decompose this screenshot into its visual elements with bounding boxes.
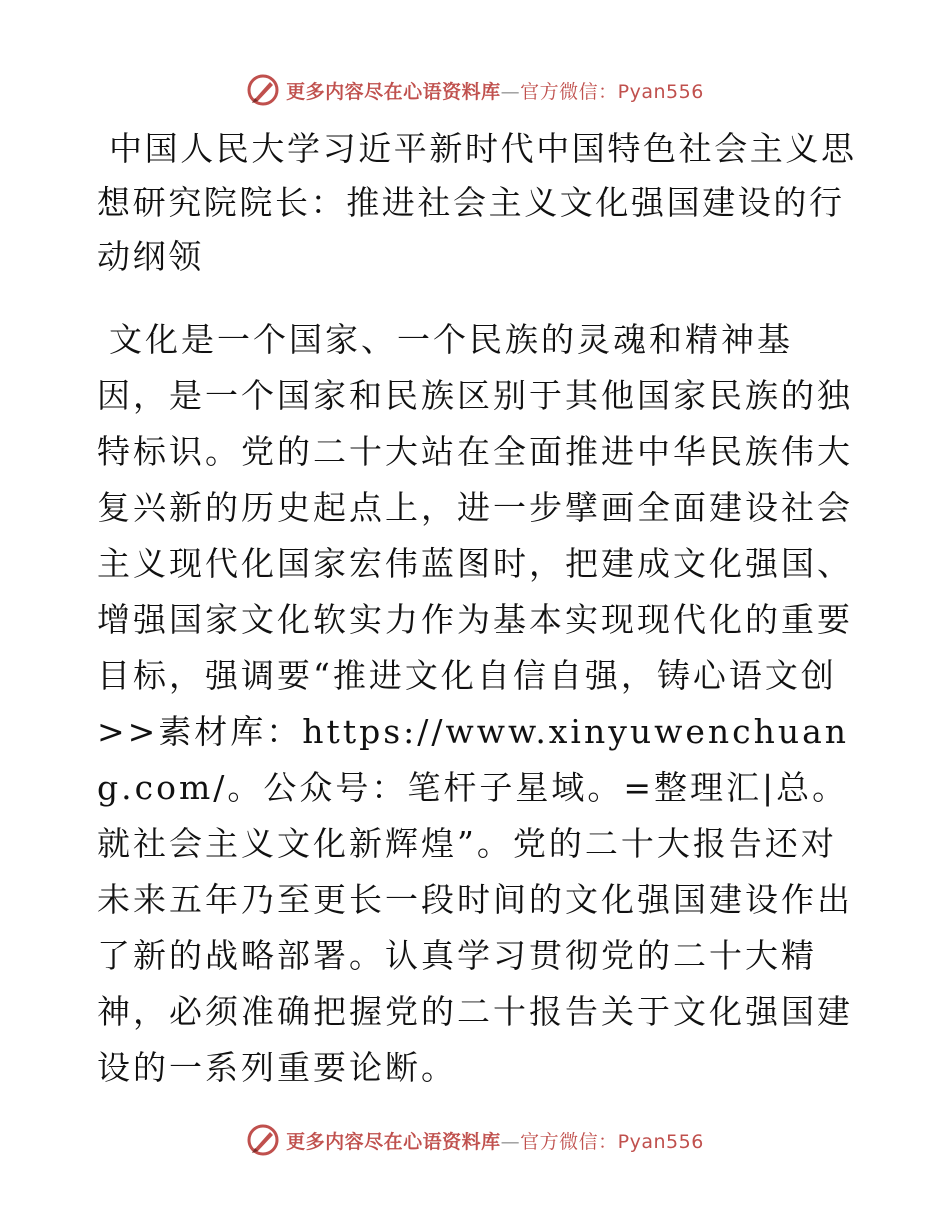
watermark-main: 更多内容尽在心语资料库 (286, 1130, 501, 1153)
watermark-wechat: 官方微信：Pyan556 (520, 1130, 704, 1153)
quill-logo-icon (246, 1123, 280, 1157)
watermark-separator: — (500, 80, 521, 103)
header-watermark (0, 70, 950, 110)
watermark-main: 更多内容尽在心语资料库 (286, 80, 501, 103)
document-body: 文化是一个国家、一个民族的灵魂和精神基因，是一个国家和民族区别于其他国家民族的独特标识。党的二十大站在全面推进中华民族伟大复兴新的历史起点上，进一步擘画全面建设社会主义现代化国家宏伟蓝图时，把建成文化强国、增强国家文化软实力作为基本实现现代化的重要目标，强调要“推进文化自信自强，铸心语文创>>素材库：https://www.xinyuwenchuang.com/。公众号：笔杆子星域。=整理汇|总。就社会主义文化新辉煌”。党的二十大报告还对未来五年乃至更长一段时间的文化强国建设作出了新的战略部署。认真学习贯彻党的二十大精神，必须准确把握党的二十报告关于文化强国建设的一系列重要论断。 (97, 320, 853, 1087)
footer-watermark (0, 1120, 950, 1160)
document-title: 中国人民大学习近平新时代中国特色社会主义思想研究院院长：推进社会主义文化强国建设的行动纲领 (97, 129, 857, 276)
watermark-text (286, 1127, 704, 1154)
watermark-text (286, 77, 704, 104)
watermark-wechat: 官方微信：Pyan556 (520, 80, 704, 103)
watermark-separator: — (500, 1130, 521, 1153)
quill-logo-icon (246, 73, 280, 107)
